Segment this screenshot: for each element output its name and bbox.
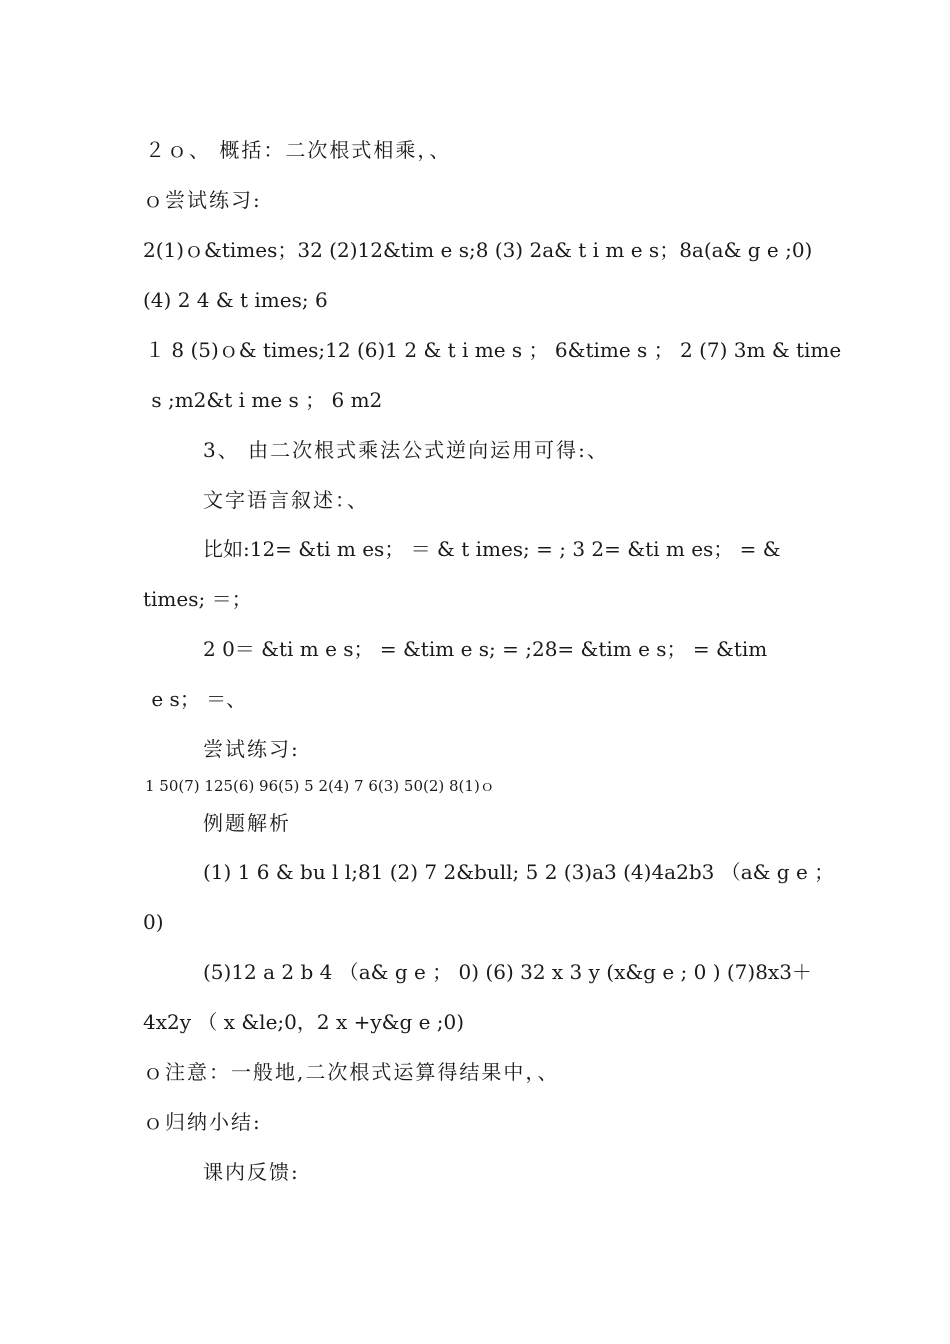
practice-heading-2: 尝试练习: [203, 737, 300, 761]
example-line-3: 2 0＝ &ti m e s； = &tim e s; = ;28= &tim e s； = &tim [203, 637, 768, 661]
practice-line-2: (4) 2 4 & t imes; 6 [143, 288, 328, 312]
worked-example-line-1: (1) 1 6 & bu l l;81 (2) 7 2&bull; 5 2 (3)a3 (4)4a2b3 （a& g e ； [203, 860, 835, 884]
practice-line-5: 1 50(7) 125(6) 96(5) 5 2(4) 7 6(3) 50(2) 8(1)ｏ [145, 777, 495, 795]
worked-example-line-2: 0) [143, 910, 164, 934]
practice-heading-1: ｏ尝试练习: [143, 188, 262, 212]
example-line-2: times; ＝； [143, 587, 252, 611]
example-line-1: 比如:12= &ti m es； ＝ & t imes; = ; 3 2= &ti m es； = & [203, 537, 781, 561]
feedback-heading: 课内反馈: [203, 1160, 300, 1184]
summary-heading: ｏ归纳小结: [143, 1110, 262, 1134]
worked-example-line-4: 4x2y （ x &le;0，2 x +y&g e ;0) [143, 1010, 465, 1034]
worked-examples-heading: 例题解析 [203, 811, 291, 835]
note-line: ｏ注意：一般地,二次根式运算得结果中，、 [143, 1060, 560, 1084]
worked-example-line-3: (5)12 a 2 b 4 （a& g e ； 0) (6) 32 x 3 y (x&g e ; 0 ) (7)8x3＋ [203, 960, 812, 984]
example-line-4: e s； ＝、 [145, 687, 247, 711]
practice-line-1: 2(1)ｏ&times；32 (2)12&tim e s;8 (3) 2a& t i m e s；8a(a& g e ;0) [143, 238, 813, 262]
summary-line: ２ｏ、 概括：二次根式相乘，、 [145, 138, 452, 162]
practice-line-3: １ 8 (5)ｏ& times;12 (6)1 2 & t i me s ； 6&time s ； 2 (7) 3m & time [145, 338, 842, 362]
verbal-statement-line: 文字语言叙述：、 [203, 488, 369, 512]
reverse-rule-line: 3、 由二次根式乘法公式逆向运用可得:、 [203, 438, 609, 462]
practice-line-4: s ;m2&t i me s ； 6 m2 [145, 388, 383, 412]
